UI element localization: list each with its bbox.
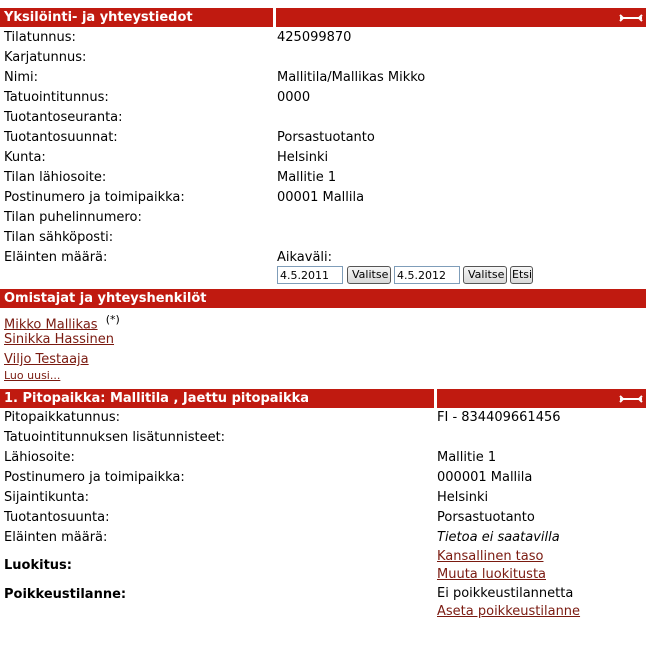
wrench-icon[interactable] — [619, 393, 643, 408]
luokitus-links — [437, 548, 546, 584]
field-value: Porsastuotanto — [437, 510, 535, 525]
field-label: Postinumero ja toimipaikka: — [4, 470, 185, 485]
luokitus-label: Luokitus: — [4, 558, 72, 573]
kansallinen-taso-link[interactable]: Kansallinen taso — [437, 549, 544, 564]
field-value: Tietoa ei saatavilla — [437, 530, 560, 545]
section-header-right — [276, 8, 646, 27]
owner-row — [4, 350, 89, 370]
field-value: FI - 834409661456 — [437, 410, 561, 425]
section-title: 1. Pitopaikka: Mallitila , Jaettu pitopaikka — [4, 391, 310, 406]
field-label: Sijaintikunta: — [4, 490, 90, 505]
field-label: Tuotantosuunta: — [4, 510, 110, 525]
valitse-start-button[interactable]: Valitse — [347, 266, 391, 284]
owner-row — [4, 330, 114, 350]
new-owner-row — [4, 368, 60, 384]
field-label: Tatuointitunnus: — [4, 90, 109, 105]
field-label: Pitopaikkatunnus: — [4, 410, 121, 425]
owner-link[interactable]: Viljo Testaaja — [4, 352, 89, 367]
section-title: Omistajat ja yhteyshenkilöt — [4, 291, 207, 306]
field-label: Nimi: — [4, 70, 38, 85]
field-label: Eläinten määrä: — [4, 530, 108, 545]
field-label: Tuotantosuunnat: — [4, 130, 118, 145]
section-header-location — [0, 389, 434, 408]
section-title: Yksilöinti- ja yhteystiedot — [4, 10, 193, 25]
field-label: Tilan puhelinnumero: — [4, 210, 142, 225]
field-label: Tuotantoseuranta: — [4, 110, 123, 125]
owner-link[interactable]: Mikko Mallikas — [4, 317, 98, 333]
section-header-owners — [0, 289, 646, 308]
section-header-identification — [0, 8, 273, 27]
wrench-icon[interactable] — [619, 12, 643, 27]
field-label: Tilan lähiosoite: — [4, 170, 107, 185]
field-value: 00001 Mallila — [277, 190, 365, 205]
owner-link[interactable]: Sinikka Hassinen — [4, 332, 115, 347]
field-value: Helsinki — [277, 150, 329, 165]
field-value: Porsastuotanto — [277, 130, 375, 145]
field-value: Mallitila/Mallikas Mikko — [277, 70, 426, 85]
field-label: Eläinten määrä: — [4, 250, 108, 265]
field-label: Tatuointitunnuksen lisätunnisteet: — [4, 430, 226, 445]
field-value: 425099870 — [277, 30, 352, 45]
create-new-link[interactable]: Luo uusi... — [4, 369, 61, 382]
owner-row — [4, 310, 120, 333]
etsi-button[interactable]: Etsi — [510, 266, 533, 284]
date-end-input[interactable] — [394, 266, 460, 284]
field-label: Postinumero ja toimipaikka: — [4, 190, 185, 205]
field-value: Mallitie 1 — [277, 170, 337, 185]
date-start-input[interactable] — [277, 266, 343, 284]
field-label: Kunta: — [4, 150, 46, 165]
poikkeus-block — [437, 585, 580, 621]
section-header-right — [437, 389, 646, 408]
poikkeus-value: Ei poikkeustilannetta — [437, 586, 574, 601]
field-label: Tilatunnus: — [4, 30, 76, 45]
field-value: 000001 Mallila — [437, 470, 533, 485]
aseta-poikkeus-link[interactable]: Aseta poikkeustilanne — [437, 604, 581, 619]
field-value: Mallitie 1 — [437, 450, 497, 465]
aikavali-label: Aikaväli: — [277, 250, 333, 265]
primary-marker: (*) — [105, 313, 120, 326]
valitse-end-button[interactable]: Valitse — [463, 266, 507, 284]
field-label: Karjatunnus: — [4, 50, 87, 65]
field-value: Helsinki — [437, 490, 489, 505]
field-label: Tilan sähköposti: — [4, 230, 114, 245]
field-value: 0000 — [277, 90, 311, 105]
muuta-luokitusta-link[interactable]: Muuta luokitusta — [437, 567, 547, 582]
poikkeus-label: Poikkeustilanne: — [4, 587, 127, 602]
field-label: Lähiosoite: — [4, 450, 75, 465]
